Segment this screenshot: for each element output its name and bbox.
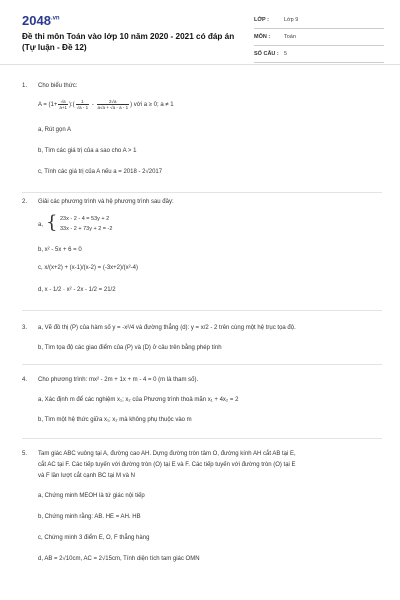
sub-question-b: b, Tìm tọa độ các giao điểm của (P) và (D) ở câu trên bằng phép tính	[38, 345, 222, 351]
numerator: 2√a	[97, 99, 130, 105]
question-4	[22, 376, 382, 432]
sub-question-a: a, Chứng minh MEOH là tứ giác nội tiếp	[38, 493, 145, 499]
meta-label: LỚP :	[254, 17, 269, 23]
numerator: 1	[76, 99, 89, 105]
expr-part: ) với a ≥ 0; a ≠ 1	[130, 102, 174, 109]
question-intro: Cho biểu thức:	[38, 83, 78, 89]
expression-a	[38, 99, 174, 110]
meta-value: Lớp 9	[284, 17, 299, 23]
sub-question-d: d, AB = 2√10cm, AC = 2√15cm, Tính diện tích tam giác OMN	[38, 556, 200, 562]
question-intro: Cho phương trình: mx² - 2m + 1x + m - 4 = 0 (m là tham số).	[38, 377, 199, 383]
question-number: 5.	[22, 451, 28, 457]
logo-suffix: .vn	[50, 15, 60, 22]
sub-question-b: b, Tìm các giá trị của a sao cho A > 1	[38, 148, 137, 154]
expr-part: -	[90, 102, 96, 109]
question-number: 2.	[22, 199, 28, 205]
question-intro: Giải các phương trình và hệ phương trình sau đây:	[38, 199, 174, 205]
denominator: √a - 1	[76, 105, 89, 110]
exam-title: Đề thi môn Toán vào lớp 10 năm 2020 - 2021 có đáp án (Tự luận - Đề 12)	[22, 32, 235, 52]
equation-2: 33x - 2 + 73y + 2 = -2	[60, 226, 113, 232]
sub-question-a: a, Rút gọn A	[38, 127, 72, 133]
meta-value: Toán	[284, 34, 296, 40]
expr-part: ):(	[69, 102, 75, 109]
sub-question-c: c, Tính các giá trị của A nếu a = 2018 - 2√2017	[38, 169, 163, 175]
meta-row-class	[254, 12, 384, 29]
divider	[22, 310, 382, 311]
question-2	[22, 198, 382, 308]
meta-value: 5	[284, 51, 288, 57]
sub-question-a: a, Vẽ đồ thị (P) của hàm số y = -x²/4 và đường thẳng (d): y = x/2 - 2 trên cùng một hệ trục tọa độ.	[38, 325, 296, 331]
exam-meta	[254, 12, 384, 63]
sub-question-b: b, Tìm một hệ thức giữa x₁; x₂ mà không phụ thuộc vào m	[38, 417, 192, 423]
expr-part: A = (1+	[38, 102, 58, 109]
question-number: 3.	[22, 325, 28, 331]
question-number: 1.	[22, 83, 28, 89]
question-3	[22, 324, 382, 364]
question-intro-line-3: và F lần lượt cắt cạnh BC tại M và N	[38, 473, 135, 479]
denominator: a√a + √a - a - 1	[97, 105, 129, 110]
equation-1: 23x - 2 - 4 = 53y + 2	[60, 216, 110, 222]
sub-question-c: c, Chứng minh 3 điểm E, O, F thẳng hàng	[38, 535, 150, 541]
divider	[22, 192, 382, 193]
numerator: √a	[58, 99, 68, 105]
brace-glyph: {	[46, 212, 58, 233]
denominator: a+1	[59, 105, 67, 110]
question-intro-line-2: cắt AC tại F. Các tiếp tuyến với đường tròn (O) tại E và F. Các tiếp tuyến với đường tròn (O) tại E	[38, 462, 296, 468]
question-1	[22, 82, 382, 192]
question-intro-line-1: Tam giác ABC vuông tại A, đường cao AH. Dựng đường tròn tâm O, đường kính AH cắt AB tại E,	[38, 451, 296, 457]
question-number: 4.	[22, 377, 28, 383]
meta-row-count	[254, 46, 384, 63]
meta-row-subject	[254, 29, 384, 46]
meta-label: SỐ CÂU :	[254, 51, 279, 57]
sub-question-d: d, x - 1/2 · x² - 2x - 1/2 = 21/2	[38, 287, 116, 293]
fraction	[58, 99, 68, 110]
fraction	[97, 99, 130, 110]
sub-question-b: b, Chứng minh rằng: AB. HE = AH. HB	[38, 514, 141, 520]
sub-question-label: a,	[38, 222, 44, 228]
fraction	[76, 99, 89, 110]
question-5	[22, 450, 382, 580]
site-logo[interactable]	[22, 13, 60, 28]
sub-question-c: c, x/(x+2) + (x-1)/(x-2) = (-3x+2)/(x²-4)	[38, 265, 139, 271]
sub-question-b: b, x² - 5x + 6 = 0	[38, 247, 82, 253]
meta-label: MÔN :	[254, 34, 271, 40]
sub-question-a: a, Xác định m để các nghiệm x₁; x₂ của Phương trình thoả mãn x₁ + 4x₂ = 2	[38, 397, 239, 403]
divider	[22, 438, 382, 439]
header	[0, 0, 400, 65]
divider	[22, 364, 382, 365]
logo-text: 2048	[22, 13, 51, 28]
